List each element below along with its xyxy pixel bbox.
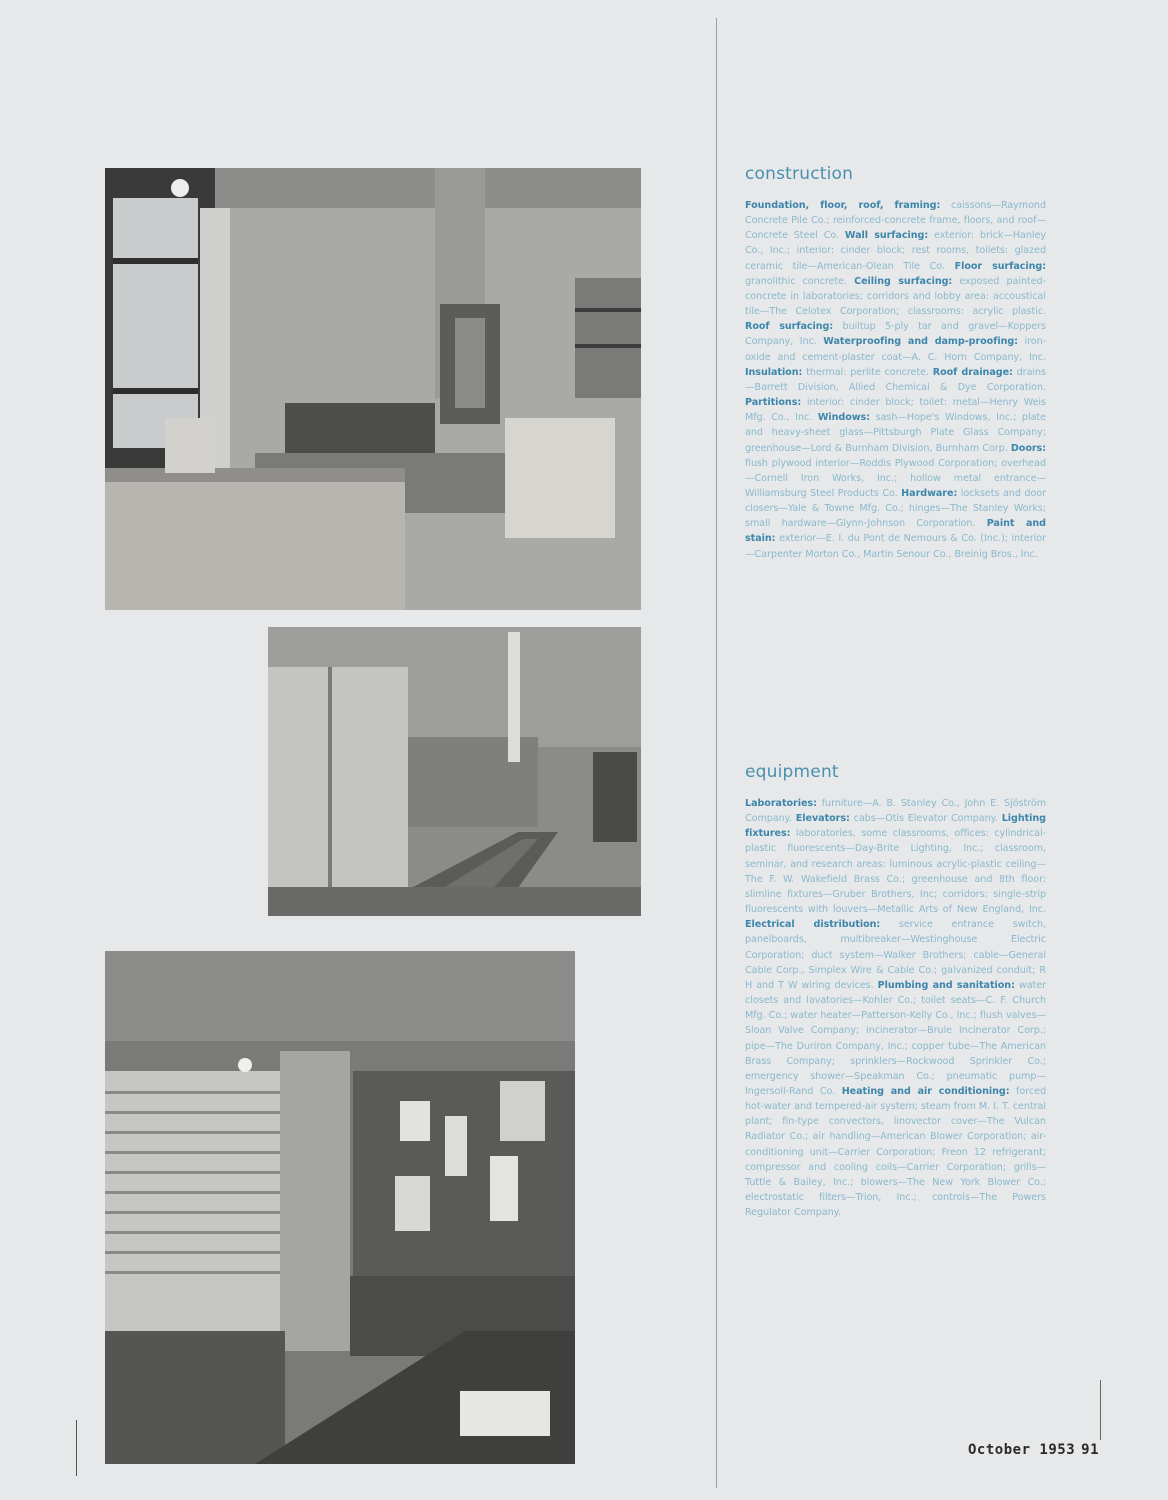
spec-text: interior: cinder block; toilet: metal—Henry Weis Mfg. Co., Inc. xyxy=(745,397,1046,424)
construction-section xyxy=(745,164,1046,562)
spec-text: exterior: brick—Hanley Co., Inc.; interior: cinder block; rest rooms, toilets: glazed ceramic tile—American-Olean Tile Co. xyxy=(745,230,1046,272)
equipment-heading: equipment xyxy=(745,762,839,782)
page-footer xyxy=(968,1442,1099,1458)
spec-label: Doors: xyxy=(1010,442,1046,454)
spec-label: Plumbing and sanitation: xyxy=(877,979,1015,991)
issue-date: October 1953 xyxy=(968,1442,1076,1458)
construction-text xyxy=(745,198,1046,562)
spec-text: cabs—Otis Elevator Company. xyxy=(849,813,1002,825)
spec-text: water closets and lavatories—Kohler Co.; toilet seats—C. F. Church Mfg. Co.; water heater—Patterson-Kelly Co., Inc.; flush valves—Sloan Valve Company; incinerator—Brule Incinerator Corp.; pipe—The Duriron Company, Inc.; copper tube—The American Brass Company; sprinklers—Rockwood Sprinkler Co.; emergency shower—Speakman Co.; pneumatic pump—Ingersoll-Rand Co. xyxy=(745,979,1046,1097)
spec-label: Elevators: xyxy=(795,813,850,825)
spec-text: caissons—Raymond Concrete Pile Co.; reinforced-concrete frame, floors, and roof—Concrete Steel Co. xyxy=(745,200,1046,242)
page-number: 91 xyxy=(1081,1442,1100,1458)
spec-text: locksets and door closers—Yale & Towne Mfg. Co.; hinges—The Stanley Works; small hardware—Glynn-Johnson Corporation. xyxy=(745,487,1046,530)
spec-label: Lighting fixtures: xyxy=(745,813,1046,840)
seminar-room-photo xyxy=(268,627,641,916)
spec-label: Paint and stain: xyxy=(745,518,1046,545)
footer-rule xyxy=(1100,1380,1101,1440)
spec-text: granolithic concrete. xyxy=(745,275,855,287)
spec-text: exposed painted-concrete in laboratories; corridors and lobby area: accoustical tile—The Celotex Corporation; classrooms: acrylic plastic. xyxy=(745,275,1047,318)
spec-text: laboratories, some classrooms, offices: cylindrical-plastic fluorescents—Day-Brite Lighting, Inc.; classroom, seminar, and research areas: luminous acrylic-plastic ceiling—The F. W. Wakefield Brass Co.; greenhouse and 8th floor: slimline fixtures—Gruber Brothers, Inc; corridors: single-strip fluorescents with louvers—Metallic Arts of New England, Inc. xyxy=(745,828,1046,916)
spec-text: forced hot-water and tempered-air system; steam from M. I. T. central plant; fin-type convectors, linovector cover—The Vulcan Radiator Co.; air handling—American Blower Corporation; air-conditioning unit—Carrier Corporation; Freon 12 refrigerant; compressor and cooling coils—Carrier Corporation; grills—Tuttle & Bailey, Inc.; blowers—The New York Blower Co.; electrostatic filters—Trion, Inc.; controls—The Powers Regulator Company. xyxy=(745,1085,1046,1219)
spec-label: Roof drainage: xyxy=(932,366,1013,378)
spec-label: Wall surfacing: xyxy=(844,230,929,242)
spec-label: Hardware: xyxy=(901,487,958,499)
construction-heading: construction xyxy=(745,164,854,184)
equipment-section xyxy=(745,762,1046,1220)
spec-label: Floor surfacing: xyxy=(954,260,1046,272)
spec-text: service entrance switch, panelboards, multibreaker—Westinghouse Electric Corporation; duct system—Walker Brothers; cable—General Cable Corp., Simplex Wire & Cable Co.; galvanized conduit; R H and T W wiring devices. xyxy=(745,919,1046,991)
spec-text: thermal: perlite concrete. xyxy=(802,366,933,378)
spec-text: flush plywood interior—Roddis Plywood Corporation; overhead—Cornell Iron Works, Inc.; hollow metal entrance—Williamsburg Steel Products Co. xyxy=(745,457,1046,499)
spec-label: Laboratories: xyxy=(745,798,817,809)
equipment-text xyxy=(745,796,1046,1220)
margin-rule xyxy=(76,1420,77,1476)
column-divider xyxy=(716,18,717,1488)
spec-text: builtup 5-ply tar and gravel—Koppers Company, Inc. xyxy=(745,321,1046,348)
spec-label: Roof surfacing: xyxy=(745,321,834,333)
spec-label: Waterproofing and damp-proofing: xyxy=(823,336,1018,348)
spec-label: Electrical distribution: xyxy=(745,919,881,931)
spec-text: sash—Hope's Windows, Inc.; plate and heavy-sheet glass—Pittsburgh Plate Glass Company; greenhouse—Lord & Burnham Division, Burnham Corp. xyxy=(745,412,1046,454)
office-photo xyxy=(105,951,575,1464)
spec-text: iron-oxide and cement-plaster coat—A. C. Horn Company, Inc. xyxy=(745,336,1047,363)
lounge-photo xyxy=(105,168,641,610)
spec-label: Partitions: xyxy=(745,397,802,409)
spec-label: Windows: xyxy=(817,412,870,424)
spec-label: Insulation: xyxy=(745,366,803,378)
spec-text: exterior—E. I. du Pont de Nemours & Co. (Inc.); interior—Carpenter Morton Co., Martin Senour Co., Breinig Bros., Inc. xyxy=(745,533,1046,560)
spec-label: Ceiling surfacing: xyxy=(854,275,953,287)
spec-label: Foundation, floor, roof, framing: xyxy=(745,200,941,211)
spec-text: furniture—A. B. Stanley Co., John E. Sjöström Company. xyxy=(745,798,1046,825)
spec-text: drains—Barrett Division, Allied Chemical & Dye Corporation. xyxy=(745,366,1046,393)
spec-label: Heating and air conditioning: xyxy=(841,1085,1010,1097)
